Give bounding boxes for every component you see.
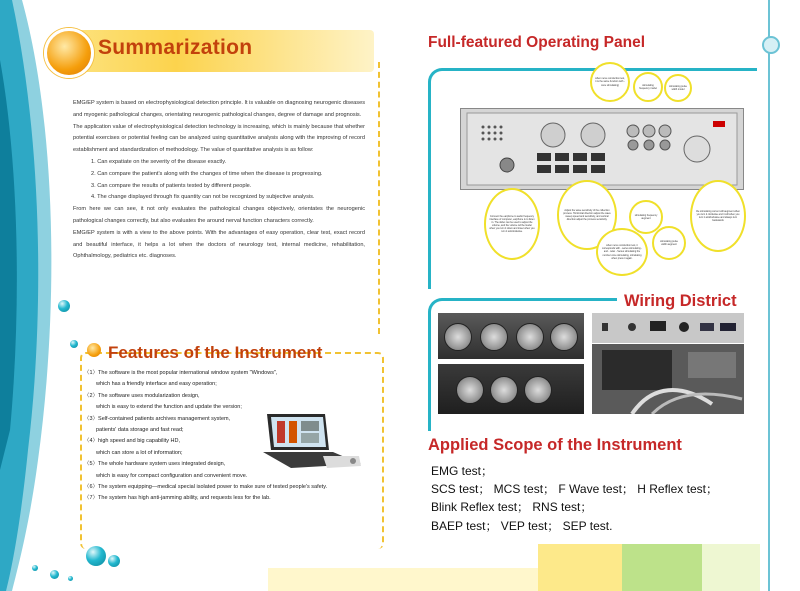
wiring-photo-cables	[438, 364, 584, 414]
feature-item-detail: which has a friendly interface and easy operation;	[96, 381, 217, 388]
connector-icon	[550, 323, 578, 351]
scope-title: Applied Scope of the Instrument	[428, 436, 682, 454]
callout-single-stimulation: when nerve conduction test, it is the same function with - once stimulating)	[590, 62, 630, 102]
feature-item: （6）The system equipping—medical special isolated power to make sure of tested people's safety.	[84, 484, 328, 491]
summary-title: Summarization	[98, 36, 253, 59]
scope-line: Blink Reflex test； RNS test；	[431, 500, 593, 515]
feature-item-detail: which is easy for compact configuration and convenient move.	[96, 472, 248, 479]
decorative-color-block	[622, 544, 702, 591]
decorative-color-block	[702, 544, 760, 591]
feature-item: （7）The system has high anti-jamming ability, and requests less for the lab.	[84, 495, 271, 502]
feature-item-detail: which is easy to extend the function and update the version;	[96, 404, 242, 411]
operating-panel-image	[460, 108, 744, 190]
summary-point: 3. Can compare the results of patients tested by different people.	[91, 182, 252, 189]
decorative-dot	[762, 36, 780, 54]
feature-item-detail: which can store a lot of information;	[96, 449, 183, 456]
connector-icon	[456, 376, 484, 404]
decorative-bubble	[86, 546, 106, 566]
callout-stimulating-current: the stimulating current will augment when you turn it clockwise and it will when you turn it anticlockwise and always turn backwards	[690, 180, 746, 252]
feature-item: （3）Self-contained patients archives management system,	[84, 415, 231, 422]
decorative-bubble	[58, 300, 70, 312]
feature-item: （5）The whole hardware system uses integrated design,	[84, 461, 226, 468]
wiring-title: Wiring District	[624, 292, 737, 310]
decorative-bubble	[68, 576, 73, 581]
scope-line: BAEP test； VEP test； SEP test.	[431, 518, 613, 533]
callout-earphone: Connect the earphone to audio frequency interface of computer, earphone is to listen in. The slider can be used to adjust the volume, and the volume will be louder when you turn it down and lower when you turn it anticlockwise.	[484, 188, 540, 260]
feature-item-detail: patients' data storage and fast read;	[96, 427, 184, 434]
features-bullet-icon	[87, 343, 101, 357]
decorative-vertical-line	[768, 0, 770, 591]
feature-item: （1）The software is the most popular international window system "Windows",	[84, 370, 278, 376]
decorative-bubble	[32, 565, 38, 571]
connector-icon	[480, 323, 508, 351]
wiring-photo-device	[592, 344, 744, 414]
decorative-bubble	[50, 570, 59, 579]
summary-paragraph: EMG/EP system is based on electrophysiological detection principle. It is valuable on diagnosing neurogenic diseases and myogenic pathological changes, orientating neurogenic pathological changes, degree of damage and prognosis.	[73, 100, 365, 118]
callout-pulse-width-model: stimulating pulse width model	[664, 74, 692, 102]
connector-icon	[444, 323, 472, 351]
decorative-bubble	[108, 555, 120, 567]
callout-pulse-width-augment: stimulating pulse width augment	[652, 226, 686, 260]
feature-item: （4）high speed and big capability HD,	[84, 438, 181, 445]
connector-icon	[490, 376, 518, 404]
summary-point: 4. The change displayed through fix quantity can not be recognized by subjective analysis.	[91, 194, 315, 201]
callout-wave-sensitivity: Adjust the wave sensitivity of the collection process. Horizontal direction adjust the wave sweep speed and sensitivity, and vertical direction adjust the process sensitivity.	[557, 180, 617, 250]
scope-line: SCS test； MCS test； F Wave test； H Reflex test；	[431, 482, 718, 497]
decorative-color-block	[538, 544, 622, 591]
summary-paragraph: EMG/EP system is with a view to the above points. With the advantages of easy operation, clear test, exact record and beautiful interface, it helps a lot when the doctors of neurology test, internal medicine, rehabilitation, Ophthalmology, pediatrics etc. diagnoses.	[73, 229, 365, 260]
callout-frequency-augment: stimulating frequency augment	[629, 200, 663, 234]
scope-list	[431, 462, 718, 535]
callout-frequency-model: stimulating frequency model	[633, 72, 663, 102]
wiring-photo-connectors	[438, 313, 584, 359]
summary-body	[73, 98, 365, 263]
panel-title: Full-featured Operating Panel	[428, 34, 646, 51]
wiring-photo-rear-panel	[592, 313, 744, 343]
callout-series-stimulation: when nerve conduction test, it corresponds with - series stimulating - and - relax - Series stimulating the number once stimulating, stimulating when press it again.	[596, 228, 648, 276]
features-title: Features of the Instrument	[108, 343, 323, 362]
summary-paragraph: The application value of electrophysiological detection technology is increasing, which is mainly because that whether potential exercises or potential feeling can be analyzed using quantitative analysis along with the improving of record establishment and standardization of methodology. The value of quantitative analysis is as follow:	[73, 123, 365, 154]
summary-point: 2. Can compare the patient's along with the changes of time when the disease is progressing.	[91, 170, 323, 177]
feature-item: （2）The software uses modularization design,	[84, 392, 200, 399]
decorative-color-block	[268, 568, 538, 591]
summary-point: 1. Can expatiate on the severity of the disease exactly.	[91, 158, 227, 165]
connector-icon	[524, 376, 552, 404]
decorative-bubble	[70, 340, 78, 348]
connector-icon	[516, 323, 544, 351]
summary-paragraph: From here we can see, it not only evaluates the pathological changes objectively, orientates the neurogenic pathological changes correctly, but also evaluates the around nerval function characters correctly.	[73, 206, 365, 224]
scope-line: EMG test；	[431, 464, 494, 478]
laptop-image	[263, 412, 363, 472]
